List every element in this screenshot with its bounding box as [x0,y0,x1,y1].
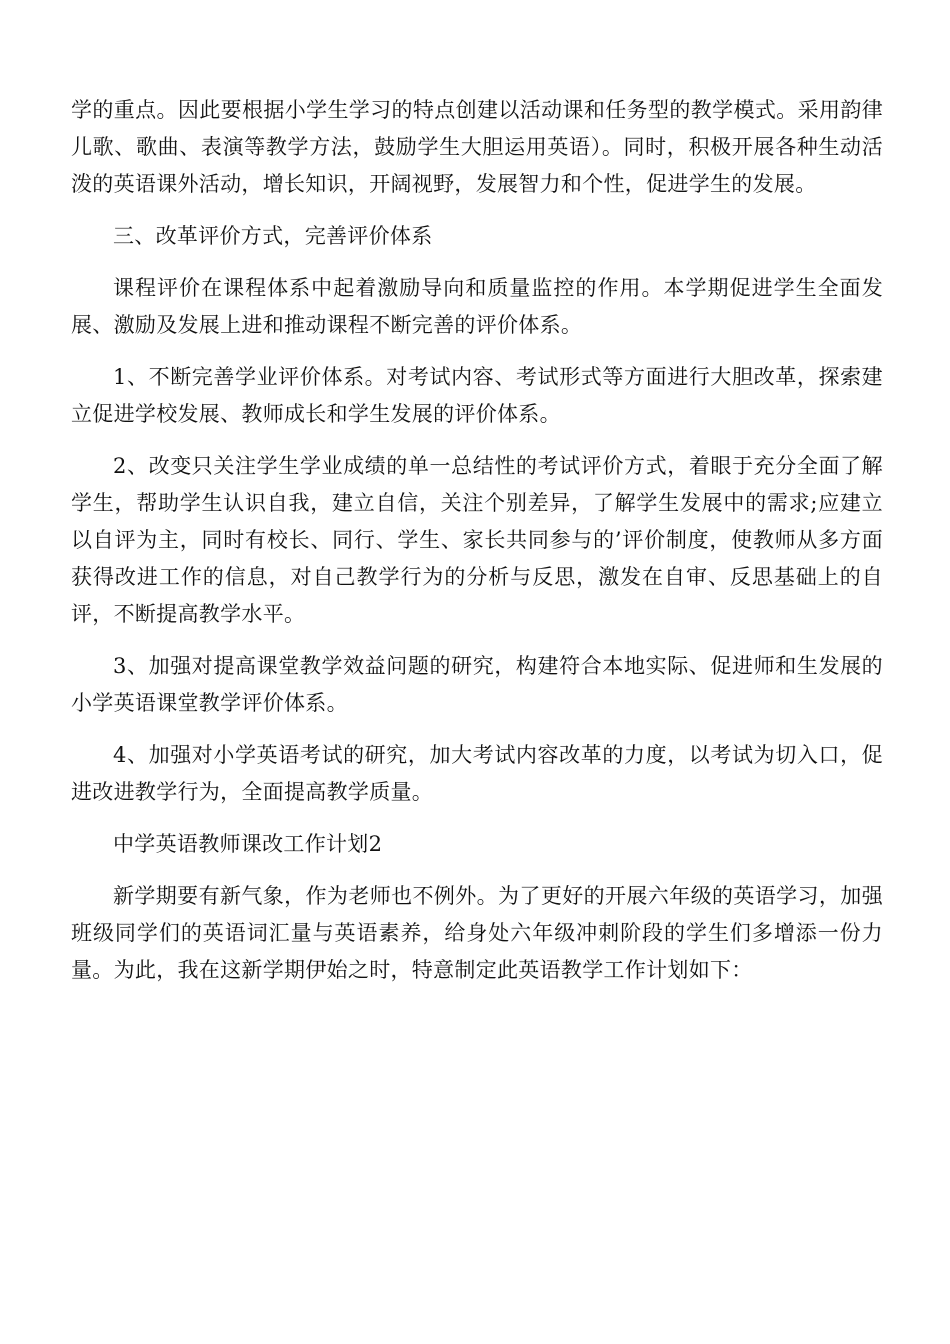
list-item-1: 1、不断完善学业评价体系。对考试内容、考试形式等方面进行大胆改革，探索建立促进学校发展、教师成长和学生发展的评价体系。 [71,365,883,426]
paragraph-evaluation-intro: 课程评价在课程体系中起着激励导向和质量监控的作用。本学期促进学生全面发展、激励及发展上进和推动课程不断完善的评价体系。 [71,276,883,337]
list-item-2: 2、改变只关注学生学业成绩的单一总结性的考试评价方式，着眼于充分全面了解学生，帮助学生认识自我，建立自信，关注个别差异，了解学生发展中的需求;应建立以自评为主，同时有校长、同行、学生、家长共同参与的’评价制度，使教师从多方面获得改进工作的信息，对自己教学行为的分析与反思，激发在自审、反思基础上的自评，不断提高教学水平。 [71,454,883,626]
list-item-3: 3、加强对提高课堂教学效益问题的研究，构建符合本地实际、促进师和生发展的小学英语课堂教学评价体系。 [71,654,883,715]
paragraph-plan-2-intro: 新学期要有新气象，作为老师也不例外。为了更好的开展六年级的英语学习，加强班级同学们的英语词汇量与英语素养，给身处六年级冲刺阶段的学生们多增添一份力量。为此，我在这新学期伊始之时，特意制定此英语教学工作计划如下： [71,884,883,982]
plan-2-title: 中学英语教师课改工作计划2 [113,832,383,856]
document-body [71,92,883,1004]
list-item-4: 4、加强对小学英语考试的研究，加大考试内容改革的力度，以考试为切入口，促进改进教学行为，全面提高教学质量。 [71,743,883,804]
section-heading-3: 三、改革评价方式，完善评价体系 [113,224,433,248]
paragraph-continuation: 学的重点。因此要根据小学生学习的特点创建以活动课和任务型的教学模式。采用韵律儿歌、歌曲、表演等教学方法，鼓励学生大胆运用英语）。同时，积极开展各种生动活泼的英语课外活动，增长知识，开阔视野，发展智力和个性，促进学生的发展。 [71,98,883,196]
